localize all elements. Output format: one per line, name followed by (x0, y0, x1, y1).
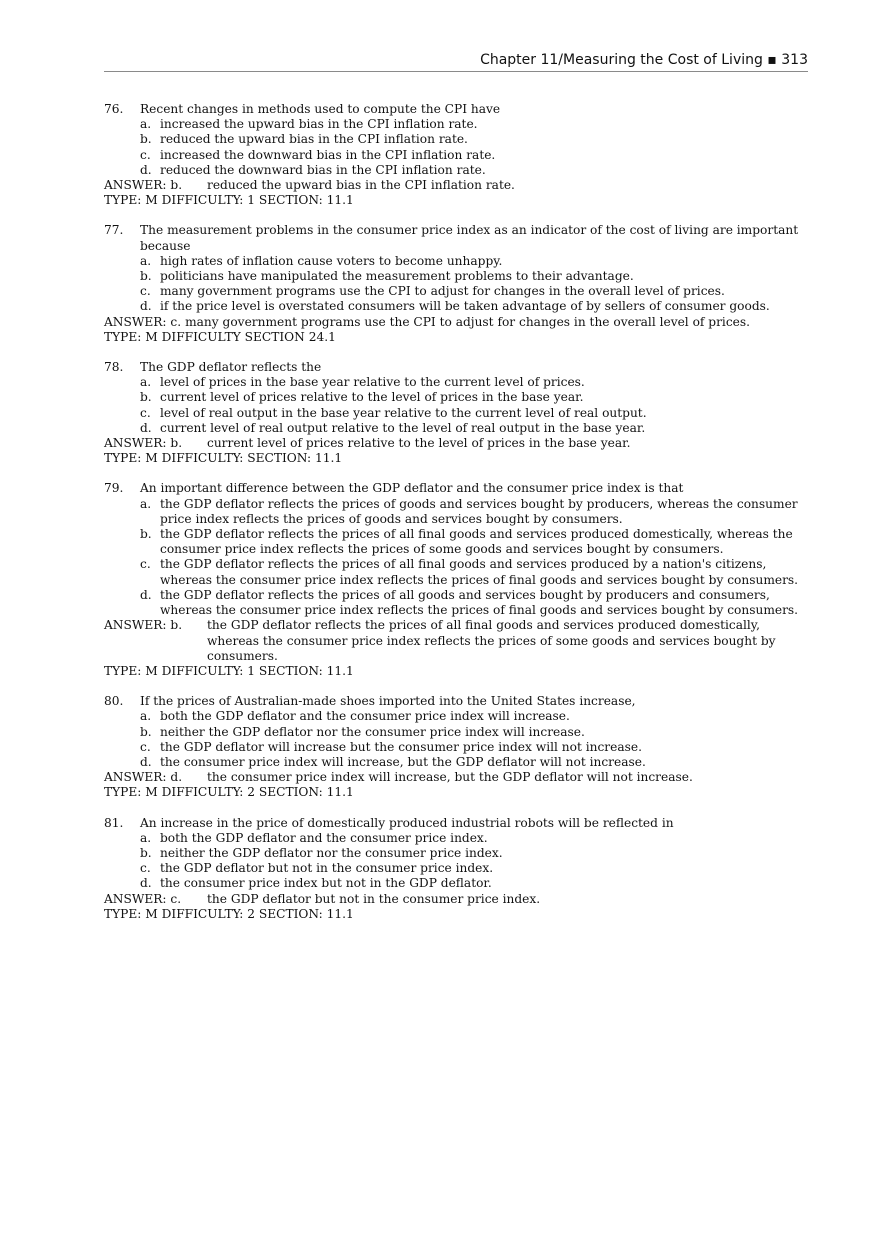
option-letter: d. (140, 876, 152, 891)
answer-label: ANSWER: b. (104, 178, 183, 193)
option-letter: a. (140, 496, 152, 511)
answer-line (104, 770, 814, 785)
option-text: the GDP deflator reflects the prices of goods and services bought by producers, whereas the consumer price index reflects the prices of goods and services bought by consumers. (160, 496, 798, 526)
question-metadata: TYPE: M DIFFICULTY: 1 SECTION: 11.1 (104, 663, 354, 678)
option-text: level of real output in the base year relative to the current level of real output. (160, 405, 647, 420)
option-c (104, 406, 814, 421)
option-c (104, 284, 814, 299)
option-text: if the price level is overstated consumers will be taken advantage of by sellers of consumer goods. (160, 299, 770, 314)
option-d (104, 876, 814, 891)
option-c (104, 861, 814, 876)
option-letter: c. (140, 405, 151, 420)
option-text: reduced the upward bias in the CPI inflation rate. (160, 132, 468, 147)
option-text: the consumer price index will increase, but the GDP deflator will not increase. (160, 754, 646, 769)
question-metadata: TYPE: M DIFFICULTY: SECTION: 11.1 (104, 451, 343, 466)
option-letter: c. (140, 861, 151, 876)
answer-text: the GDP deflator but not in the consumer price index. (207, 891, 541, 906)
option-text: reduced the downward bias in the CPI inflation rate. (160, 162, 486, 177)
answer-line (104, 178, 814, 193)
option-text: many government programs use the CPI to adjust for changes in the overall level of prices. (160, 284, 725, 299)
question-number: 79. (104, 481, 124, 496)
option-c (104, 740, 814, 755)
answer-line (104, 618, 814, 664)
option-text: neither the GDP deflator nor the consumer price index will increase. (160, 724, 585, 739)
question-metadata: TYPE: M DIFFICULTY: 1 SECTION: 11.1 (104, 193, 354, 208)
option-a (104, 254, 814, 269)
option-text: increased the downward bias in the CPI inflation rate. (160, 147, 496, 162)
option-letter: b. (140, 269, 152, 284)
option-letter: a. (140, 253, 152, 268)
option-text: both the GDP deflator and the consumer price index will increase. (160, 709, 570, 724)
question-stem: An increase in the price of domestically produced industrial robots will be reflected in (140, 815, 674, 830)
option-text: politicians have manipulated the measurement problems to their advantage. (160, 269, 634, 284)
option-letter: d. (140, 420, 152, 435)
option-text: increased the upward bias in the CPI inflation rate. (160, 117, 478, 132)
option-letter: c. (140, 147, 151, 162)
option-text: the GDP deflator reflects the prices of all final goods and services produced domestically, whereas the consumer price index reflects the prices of some goods and services bought by consumers. (160, 527, 793, 557)
answer-label: ANSWER: b. (104, 618, 183, 633)
option-a (104, 375, 814, 390)
option-text: the GDP deflator will increase but the consumer price index will not increase. (160, 739, 642, 754)
option-letter: c. (140, 739, 151, 754)
answer-line (104, 436, 814, 451)
question-list (104, 102, 814, 937)
option-b (104, 390, 814, 405)
option-letter: b. (140, 527, 152, 542)
option-text: both the GDP deflator and the consumer price index. (160, 830, 488, 845)
option-a (104, 117, 814, 132)
answer-label: ANSWER: b. (104, 436, 183, 451)
question-78 (104, 360, 814, 466)
option-text: the consumer price index but not in the GDP deflator. (160, 876, 492, 891)
question-76 (104, 102, 814, 208)
option-letter: a. (140, 117, 152, 132)
answer-label: ANSWER: c. (104, 314, 182, 329)
question-stem: If the prices of Australian-made shoes imported into the United States increase, (140, 694, 636, 709)
option-text: current level of prices relative to the level of prices in the base year. (160, 390, 584, 405)
option-b (104, 725, 814, 740)
option-d (104, 299, 814, 314)
question-number: 78. (104, 360, 124, 375)
question-metadata: TYPE: M DIFFICULTY: 2 SECTION: 11.1 (104, 785, 354, 800)
running-header: Chapter 11/Measuring the Cost of Living ▪ 313 (480, 52, 808, 68)
answer-text: the GDP deflator reflects the prices of all final goods and services produced domestically, whereas the consumer price index reflects the prices of some goods and services bought by consumers. (207, 618, 776, 663)
question-stem: The GDP deflator reflects the (140, 360, 322, 375)
question-number: 77. (104, 223, 124, 238)
answer-label: ANSWER: c. (104, 891, 182, 906)
option-c (104, 557, 814, 587)
answer-text: the consumer price index will increase, but the GDP deflator will not increase. (207, 770, 693, 785)
question-stem: An important difference between the GDP deflator and the consumer price index is that (140, 481, 684, 496)
option-text: high rates of inflation cause voters to become unhappy. (160, 253, 503, 268)
option-text: neither the GDP deflator nor the consumer price index. (160, 845, 503, 860)
option-letter: a. (140, 375, 152, 390)
option-letter: d. (140, 754, 152, 769)
question-79 (104, 481, 814, 679)
option-letter: c. (140, 284, 151, 299)
answer-label: ANSWER: d. (104, 770, 183, 785)
option-a (104, 497, 814, 527)
option-letter: b. (140, 845, 152, 860)
option-letter: b. (140, 724, 152, 739)
option-letter: b. (140, 390, 152, 405)
question-metadata: TYPE: M DIFFICULTY SECTION 24.1 (104, 329, 336, 344)
option-b (104, 527, 814, 557)
option-text: current level of real output relative to the level of real output in the base year. (160, 420, 646, 435)
page-header (104, 51, 808, 72)
option-b (104, 269, 814, 284)
answer-text: current level of prices relative to the level of prices in the base year. (207, 436, 631, 451)
option-letter: b. (140, 132, 152, 147)
option-a (104, 831, 814, 846)
option-text: the GDP deflator reflects the prices of all goods and services bought by producers and consumers, whereas the consumer price index reflects the prices of final goods and services bought by consumers. (160, 587, 799, 618)
question-metadata: TYPE: M DIFFICULTY: 2 SECTION: 11.1 (104, 906, 354, 921)
option-d (104, 421, 814, 436)
option-b (104, 132, 814, 147)
option-d (104, 588, 814, 618)
answer-text: reduced the upward bias in the CPI inflation rate. (207, 178, 515, 193)
option-letter: c. (140, 557, 151, 572)
question-number: 76. (104, 102, 124, 116)
option-d (104, 755, 814, 770)
option-b (104, 846, 814, 861)
question-stem: The measurement problems in the consumer price index as an indicator of the cost of living are important because (140, 223, 799, 253)
answer-line (104, 315, 814, 330)
option-letter: d. (140, 162, 152, 177)
option-letter: d. (140, 299, 152, 314)
option-text: the GDP deflator but not in the consumer price index. (160, 861, 494, 876)
question-81 (104, 816, 814, 922)
question-80 (104, 694, 814, 800)
question-77 (104, 223, 814, 345)
option-text: the GDP deflator reflects the prices of all final goods and services produced by a nation's citizens, whereas the consumer price index reflects the prices of final goods and services bought by consumers. (160, 557, 799, 587)
question-number: 81. (104, 815, 124, 830)
option-d (104, 163, 814, 178)
option-c (104, 148, 814, 163)
option-letter: a. (140, 830, 152, 845)
option-text: level of prices in the base year relative to the current level of prices. (160, 375, 585, 390)
answer-text: many government programs use the CPI to adjust for changes in the overall level of prices. (185, 314, 750, 329)
option-letter: a. (140, 709, 152, 724)
question-number: 80. (104, 694, 124, 709)
option-letter: d. (140, 587, 152, 602)
question-stem: Recent changes in methods used to compute the CPI have (140, 102, 501, 116)
option-a (104, 709, 814, 724)
answer-line (104, 892, 814, 907)
